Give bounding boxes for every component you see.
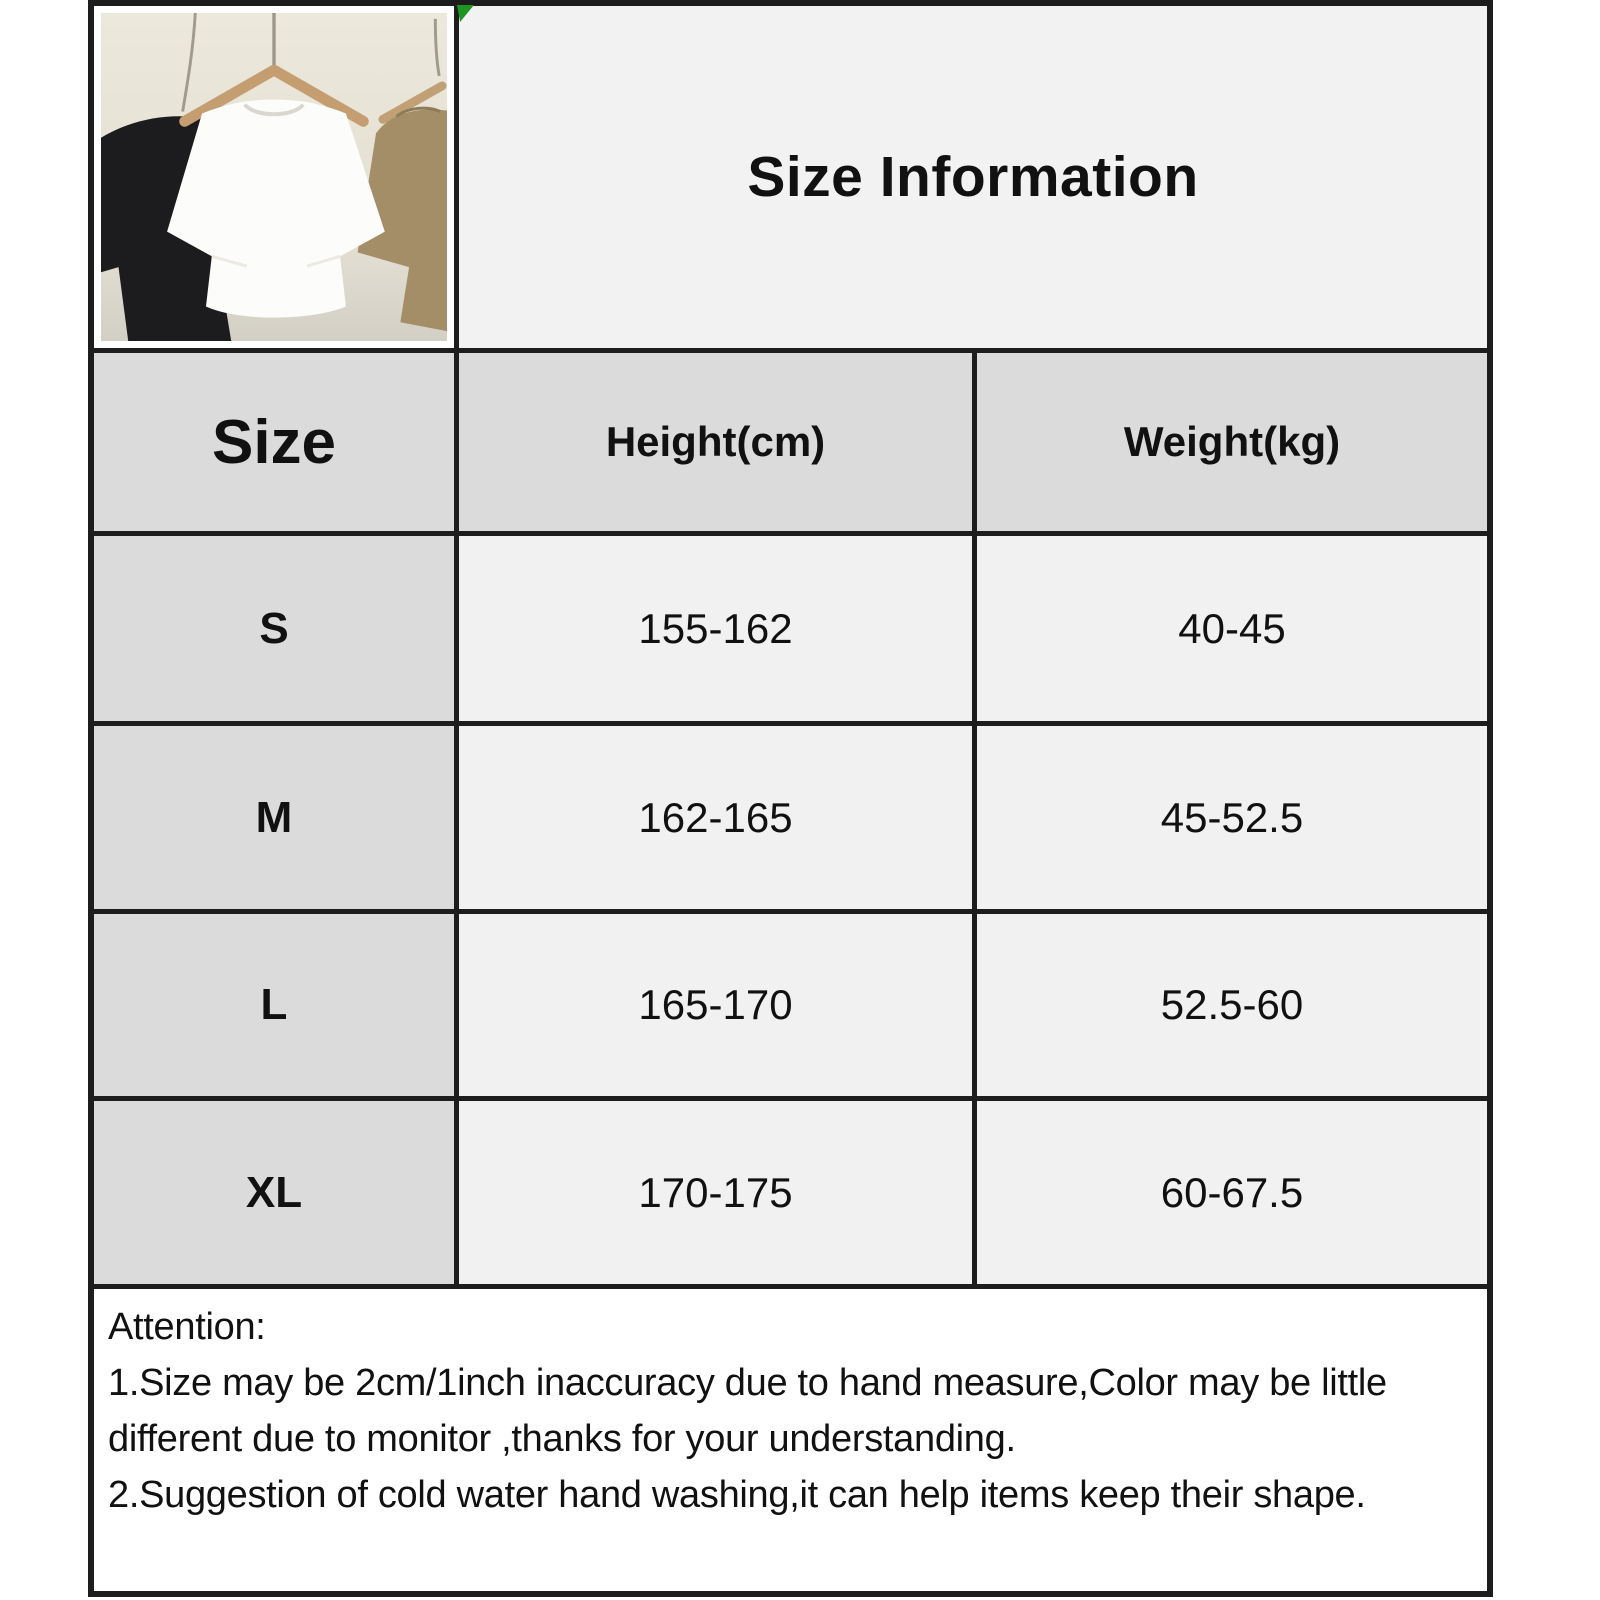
column-header-size: Size xyxy=(94,353,459,536)
tshirts-photo-illustration xyxy=(101,13,447,341)
attention-note-line: 1.Size may be 2cm/1inch inaccuracy due to hand measure,Color may be little xyxy=(108,1362,1387,1404)
weight-value-m: 45-52.5 xyxy=(977,726,1487,914)
size-chart-panel xyxy=(88,0,1493,1597)
table-row-label-s: S xyxy=(94,536,459,726)
weight-value-s: 40-45 xyxy=(977,536,1487,726)
table-row-label-m: M xyxy=(94,726,459,914)
weight-value-l: 52.5-60 xyxy=(977,914,1487,1101)
attention-section xyxy=(94,1289,1487,1591)
table-row-label-l: L xyxy=(94,914,459,1101)
height-value-xl: 170-175 xyxy=(459,1101,977,1289)
page-title: Size Information xyxy=(747,145,1199,209)
weight-value-xl: 60-67.5 xyxy=(977,1101,1487,1289)
attention-heading: Attention: xyxy=(108,1306,266,1348)
attention-note-line: 2.Suggestion of cold water hand washing,it can help items keep their shape. xyxy=(108,1474,1366,1516)
column-header-height: Height(cm) xyxy=(459,353,977,536)
table-row-label-xl: XL xyxy=(94,1101,459,1289)
height-value-s: 155-162 xyxy=(459,536,977,726)
attention-note-line: different due to monitor ,thanks for your understanding. xyxy=(108,1418,1016,1460)
product-photo xyxy=(94,6,459,353)
height-value-m: 162-165 xyxy=(459,726,977,914)
height-value-l: 165-170 xyxy=(459,914,977,1101)
column-header-weight: Weight(kg) xyxy=(977,353,1487,536)
title-panel xyxy=(459,6,1487,353)
